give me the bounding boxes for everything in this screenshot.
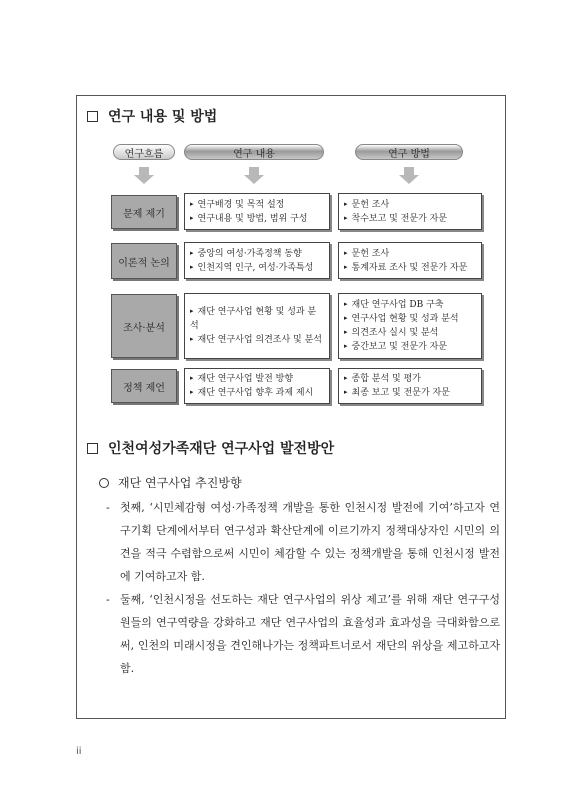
list-item: ▸ 연구배경 및 목적 설정 <box>190 198 324 212</box>
list-item: ▸ 재단 연구사업 향후 과제 제시 <box>190 386 324 400</box>
stage-analysis <box>111 294 177 358</box>
list-item: ▸ 재단 연구사업 발전 방향 <box>190 372 324 386</box>
method-header <box>355 144 463 160</box>
circle-bullet-icon <box>99 478 109 488</box>
stage-label: 이론적 논의 <box>118 257 170 269</box>
list-item: ▸ 문헌 조사 <box>344 247 476 261</box>
paragraph-text: 둘째, ‘인천시정을 선도하는 재단 연구사업의 위상 제고’를 위해 재단 연구구성원들의 연구역량을 강화하고 재단 연구사업의 효율성과 효과성을 극대화함으로써, 인천의 미래시정을 견인해나가는 정책파트너로서 재단의 위상을 제고하고자 함. <box>120 593 500 675</box>
stage-content-box <box>184 293 330 359</box>
stage-policy <box>111 369 177 403</box>
list-item: ▸ 통계자료 조사 및 전문가 자문 <box>344 261 476 275</box>
stage-problem <box>111 195 177 229</box>
stage-content-box <box>184 193 330 230</box>
square-bullet-icon <box>87 443 98 454</box>
stage-theory <box>111 243 177 279</box>
subsection-title: 재단 연구사업 추진방향 <box>118 476 242 490</box>
flow-header-label: 연구흐름 <box>124 148 164 160</box>
dash-bullet: - <box>106 501 110 514</box>
list-item: ▸ 연구사업 현황 및 성과 분석 <box>344 312 476 326</box>
section-heading-methods <box>87 106 217 126</box>
stage-content-box <box>184 242 330 279</box>
stage-label: 조사·분석 <box>123 322 165 334</box>
dash-bullet: - <box>106 593 110 606</box>
content-header-label: 연구 내용 <box>233 148 275 160</box>
section-title: 연구 내용 및 방법 <box>108 109 218 125</box>
stage-label: 정책 제언 <box>123 382 165 394</box>
section-title: 인천여성가족재단 연구사업 발전방안 <box>108 441 335 457</box>
stage-label: 문제 제기 <box>123 208 165 220</box>
list-item: ▸ 연구내용 및 방법, 범위 구성 <box>190 212 324 226</box>
list-item: ▸ 재단 연구사업 현황 및 성과 분석 <box>190 305 324 333</box>
stage-method-box <box>338 242 482 279</box>
subsection-heading <box>99 474 242 491</box>
list-item: ▸ 재단 연구사업 DB 구축 <box>344 298 476 312</box>
list-item: ▸ 착수보고 및 전문가 자문 <box>344 212 476 226</box>
list-item: ▸ 문헌 조사 <box>344 198 476 212</box>
list-item: ▸ 최종 보고 및 전문가 자문 <box>344 386 476 400</box>
list-item: ▸ 종합 분석 및 평가 <box>344 372 476 386</box>
stage-method-box <box>338 368 482 404</box>
stage-content-box <box>184 368 330 404</box>
list-item: ▸ 중앙의 여성·가족정책 동향 <box>190 247 324 261</box>
flow-header <box>113 144 175 160</box>
page-number: ii <box>76 746 82 757</box>
square-bullet-icon <box>87 111 98 122</box>
list-item: ▸ 인천지역 인구, 여성·가족특성 <box>190 261 324 275</box>
paragraph-text: 첫째, ‘시민체감형 여성·가족정책 개발을 통한 인천시정 발전에 기여’하고자 연구기획 단계에서부터 연구성과 확산단계에 이르기까지 정책대상자인 시민의 의견을 적극 수렴함으로써 시민이 체감할 수 있는 정책개발을 통해 인천시정 발전에 기여하고자 함. <box>120 501 500 583</box>
content-header <box>184 144 324 160</box>
stage-method-box <box>338 193 482 230</box>
stage-method-box <box>338 293 482 359</box>
list-item: ▸ 재단 연구사업 의견조사 및 분석 <box>190 333 324 347</box>
section-heading-plan <box>87 438 334 458</box>
method-header-label: 연구 방법 <box>388 148 430 160</box>
list-item: ▸ 중간보고 및 전문가 자문 <box>344 340 476 354</box>
list-item: ▸ 의견조사 실시 및 분석 <box>344 326 476 340</box>
paragraph-first <box>106 496 500 588</box>
paragraph-second <box>106 588 500 680</box>
